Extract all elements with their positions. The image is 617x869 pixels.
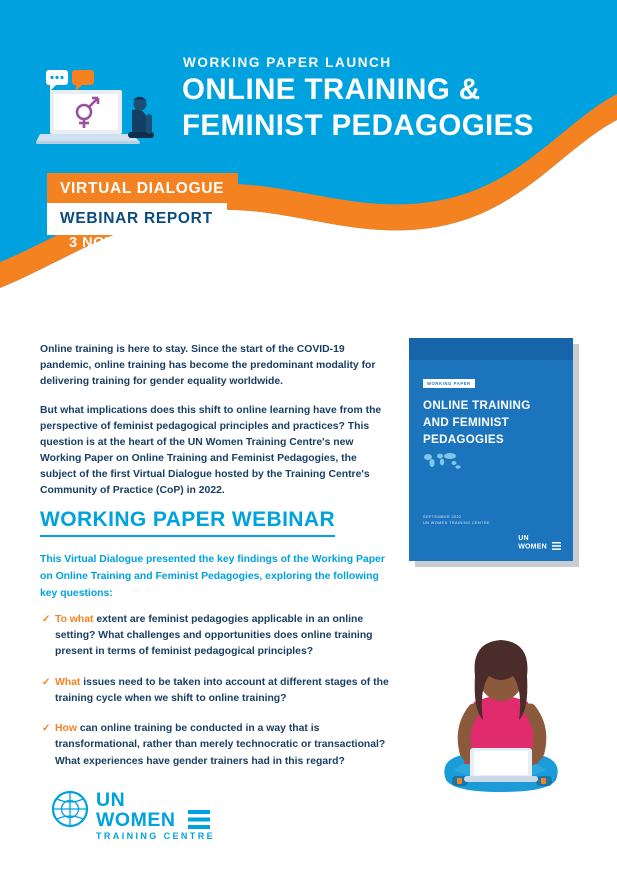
cover-meta-line-1: SEPTEMBER 2022 — [423, 515, 462, 519]
cover-logo-line-2: WOMEN — [518, 543, 547, 551]
working-paper-cover-thumbnail — [409, 338, 579, 567]
list-item — [42, 675, 402, 707]
cover-top-band — [409, 338, 573, 360]
footer-un-women-training-centre-logo — [50, 790, 230, 845]
footer-logo-wordmark — [96, 790, 175, 831]
world-map-icon — [423, 450, 463, 472]
event-date: 3 NOVEMBER 2022 — [69, 235, 209, 251]
intro-questions-text: This Virtual Dialogue presented the key findings of the Working Paper on Online Training and Feminist Pedagogies, exploring the following key questions: — [40, 554, 385, 599]
list-item-lead: What — [55, 676, 81, 688]
woman-with-laptop-illustration — [420, 630, 600, 810]
cover-meta — [423, 514, 490, 527]
footer-logo-line-1: UN — [96, 789, 126, 811]
intro-text-block — [40, 342, 390, 512]
list-item — [42, 721, 402, 770]
title-line-1: ONLINE TRAINING & — [182, 73, 481, 106]
header-banner — [0, 0, 617, 320]
list-item-lead: To what — [55, 614, 94, 625]
badge-virtual-dialogue: VIRTUAL DIALOGUE — [47, 173, 238, 205]
title-line-2: FEMINIST PEDAGOGIES — [182, 108, 534, 142]
paragraph-2: But what implications does this shift to online learning have from the perspective of feminist pedagogical principles and practices? This question is at the heart of the UN Women Training Centre's new Working Paper on Online Training and Feminist Pedagogies, the subject of the first Virtual Dialogue hosted by the Training Centre's Community of Practice (CoP) in 2022. — [40, 405, 382, 496]
cover-meta-line-2: UN WOMEN TRAINING CENTRE — [423, 521, 490, 526]
un-women-bars-icon — [552, 542, 561, 551]
un-women-bars-icon — [188, 810, 210, 832]
badge-webinar-report: WEBINAR REPORT — [47, 203, 227, 235]
cover-un-women-logo — [518, 535, 561, 551]
check-icon: ✓ — [42, 723, 51, 735]
un-women-emblem-icon — [50, 790, 90, 830]
check-icon: ✓ — [42, 614, 51, 625]
list-item-text: can online training be conducted in a way that is transformational, rather than merely technocratic or transactional? What experiences have gender trainers had in this regard? — [55, 723, 386, 767]
cover-logo-line-1: UN — [518, 534, 529, 542]
section-heading-webinar: WORKING PAPER WEBINAR — [40, 508, 335, 537]
eyebrow-label: WORKING PAPER LAUNCH — [183, 55, 392, 70]
list-item-text: extent are feminist pedagogies applicable in an online setting? What challenges and opportunities does online training present in terms of feminist pedagogical principles? — [55, 614, 373, 658]
check-icon: ✓ — [42, 676, 51, 688]
list-item-lead: How — [55, 723, 77, 735]
paragraph-1: Online training is here to stay. Since the start of the COVID-19 pandemic, online training has become the predominant modality for delivering training for gender equality worldwide. — [40, 344, 376, 387]
laptop-gender-symbol-illustration — [36, 42, 181, 147]
footer-logo-subtitle: TRAINING CENTRE — [96, 831, 215, 841]
list-item — [42, 612, 402, 661]
cover-front — [409, 338, 573, 561]
cover-title: ONLINE TRAINING AND FEMINIST PEDAGOGIES — [423, 399, 531, 446]
footer-logo-line-2: WOMEN — [96, 809, 176, 832]
key-questions-list — [42, 612, 402, 784]
cover-tag-label: WORKING PAPER — [423, 379, 475, 388]
page-title — [182, 72, 602, 144]
list-item-text: issues need to be taken into account at different stages of the training cycle when we shift to online training? — [55, 676, 389, 704]
